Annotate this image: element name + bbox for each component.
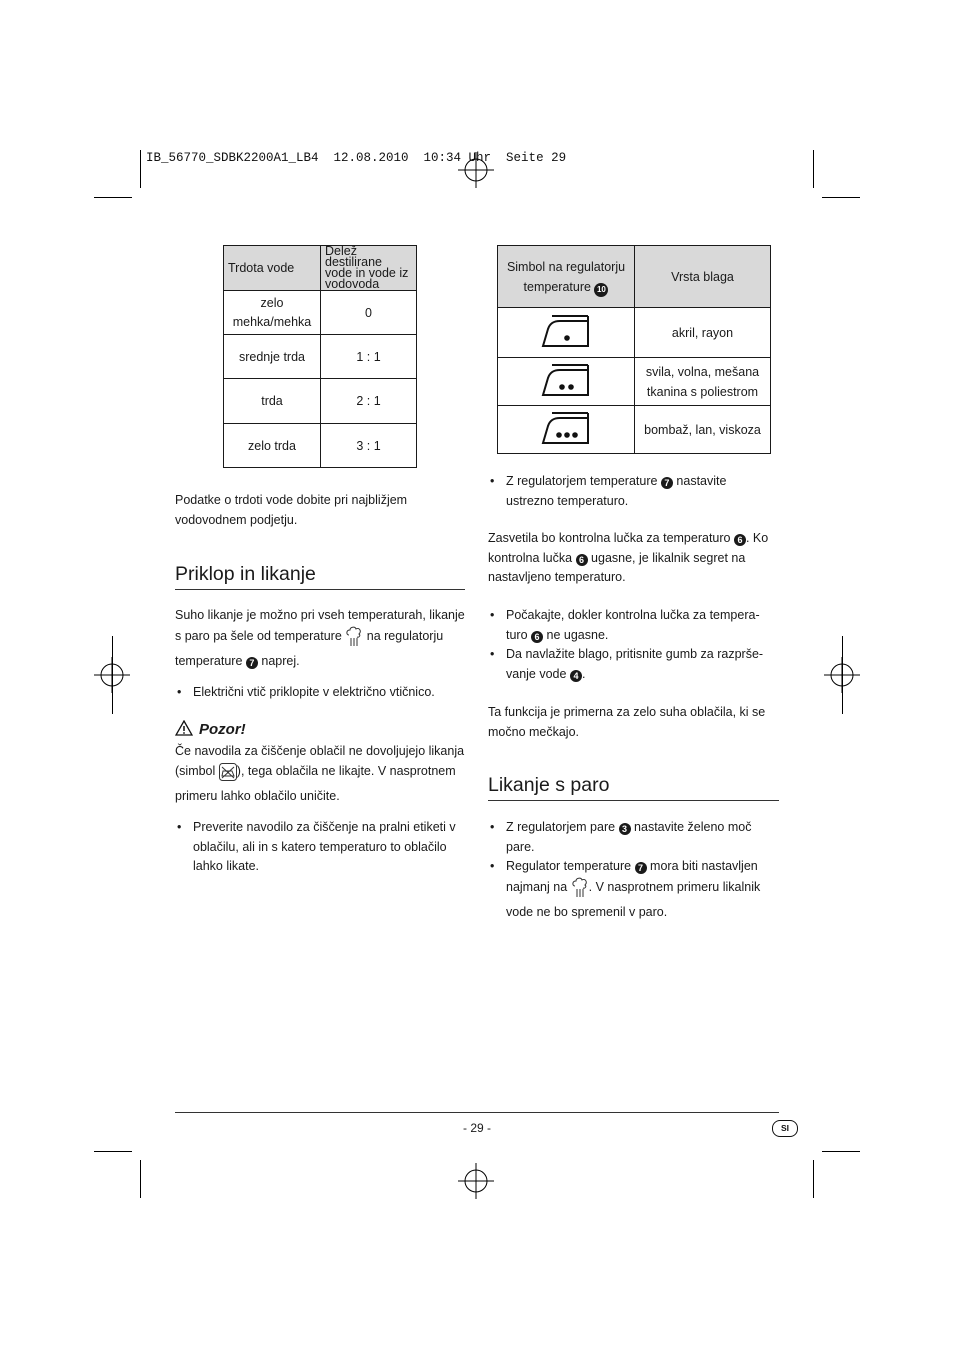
- iron-symbol-cell: [498, 308, 635, 358]
- hardness-label: srednje trda: [224, 335, 321, 379]
- fabric-type: bombaž, lan, viskoza: [635, 406, 771, 454]
- ratio-col-header: Delež destilirane vode in vode iz vodovoda: [321, 246, 417, 291]
- fabric-temperature-table: [497, 245, 771, 454]
- crop-mark: [112, 636, 113, 714]
- list-item: • Z regulatorjem pare 3 nastavite želeno moč pare.: [488, 818, 773, 857]
- fabric-col-header: Vrsta blaga: [635, 246, 771, 308]
- ratio-value: 1 : 1: [321, 335, 417, 379]
- ratio-value: 0: [321, 291, 417, 335]
- table-row: [224, 424, 417, 468]
- table-row: [498, 308, 771, 358]
- paragraph-dry-ironing: Suho likanje je možno pri vseh temperaturah, likanje s paro pa šele od temperature na regulatorju temperature 7 naprej.: [175, 608, 465, 668]
- paragraph-indicator-light: Zasvetila bo kontrolna lučka za temperaturo 6 . Ko kontrolna lučka 6 ugasne, je likalnik segret na nastavljeno temperaturo.: [488, 531, 769, 584]
- crop-mark: [822, 1151, 860, 1152]
- ratio-value: 3 : 1: [321, 424, 417, 468]
- ref-number: 4: [570, 670, 582, 682]
- section-rule: [175, 589, 465, 590]
- iron-symbol-cell: [498, 358, 635, 406]
- list-item: • Regulator temperature 7 mora biti nastavljen najmanj na . V nasprotnem primeru likalnik vode ne bo spremenil v paro.: [488, 857, 773, 923]
- list-item: • Z regulatorjem temperature 7 nastavite ustrezno temperaturo.: [488, 472, 773, 511]
- steam-temperature-icon: [345, 626, 363, 653]
- crop-mark: [94, 197, 132, 198]
- ref-number: 10: [594, 283, 608, 297]
- table-row: [498, 358, 771, 406]
- page-number: - 29 -: [462, 1121, 491, 1135]
- symbol-col-header: Simbol na regulatorju temperature 10: [498, 246, 635, 308]
- no-ironing-icon: [219, 763, 237, 788]
- list-item: • Da navlažite blago, pritisnite gumb za razprše-vanje vode 4 .: [488, 645, 773, 684]
- iron-3-dots-icon: [540, 410, 592, 446]
- crop-mark: [94, 1151, 132, 1152]
- table-row: [498, 406, 771, 454]
- warning-heading: Pozor!: [175, 720, 467, 742]
- footer-rule: [175, 1112, 779, 1113]
- registration-mark-icon: [458, 1163, 494, 1199]
- hardness-label: trda: [224, 379, 321, 424]
- hardness-label: zelo mehka/mehka: [224, 291, 321, 335]
- warning-text: Če navodila za čiščenje oblačil ne dovoljujejo likanja (simbol ), tega oblačila ne likajte. V nasprotnem primeru lahko oblačilo uničite.: [175, 744, 465, 803]
- crop-mark: [813, 150, 814, 188]
- steam-temperature-icon: [571, 877, 589, 904]
- language-badge: SI: [772, 1120, 798, 1137]
- crop-mark: [842, 636, 843, 714]
- ref-number: 7: [661, 477, 673, 489]
- ref-number: 7: [635, 862, 647, 874]
- fabric-type: svila, volna, mešana tkanina s poliestrom: [635, 358, 771, 406]
- table-row: [224, 335, 417, 379]
- section-title-connect: Priklop in likanje: [175, 563, 316, 585]
- crop-mark: [813, 1160, 814, 1198]
- water-hardness-table: [223, 245, 417, 468]
- list-item: • Počakajte, dokler kontrolna lučka za tempera-turo 6 ne ugasne.: [488, 606, 773, 645]
- ref-number: 6: [531, 631, 543, 643]
- ratio-value: 2 : 1: [321, 379, 417, 424]
- section-title-steam: Likanje s paro: [488, 774, 610, 796]
- crop-mark: [140, 150, 141, 188]
- table-row: [224, 379, 417, 424]
- table-row: [224, 291, 417, 335]
- crop-mark: [140, 1160, 141, 1198]
- hardness-note: Podatke o trdoti vode dobite pri najbližjem vodovodnem podjetju.: [175, 493, 408, 527]
- hardness-label: zelo trda: [224, 424, 321, 468]
- registration-mark-icon: [458, 152, 494, 188]
- ref-number: 3: [619, 823, 631, 835]
- ref-number: 7: [246, 657, 258, 669]
- ref-number: 6: [576, 554, 588, 566]
- iron-1-dot-icon: [540, 313, 592, 349]
- fabric-type: akril, rayon: [635, 308, 771, 358]
- hardness-col-header: Trdota vode: [224, 246, 321, 291]
- list-item: • Preverite navodilo za čiščenje na pralni etiketi v oblačilu, ali in s katero temperaturo to oblačilo lahko likate.: [175, 818, 467, 877]
- section-rule: [488, 800, 779, 801]
- print-header: IB_56770_SDBK2200A1_LB4 12.08.2010 10:34 Uhr Seite 29: [146, 151, 567, 165]
- iron-2-dots-icon: [540, 362, 592, 398]
- paragraph-spray-function: Ta funkcija je primerna za zelo suha oblačila, ki se močno mečkajo.: [488, 705, 766, 739]
- ref-number: 6: [734, 534, 746, 546]
- iron-symbol-cell: [498, 406, 635, 454]
- crop-mark: [822, 197, 860, 198]
- list-item: • Električni vtič priklopite v električno vtičnico.: [175, 683, 467, 703]
- warning-triangle-icon: [175, 720, 193, 742]
